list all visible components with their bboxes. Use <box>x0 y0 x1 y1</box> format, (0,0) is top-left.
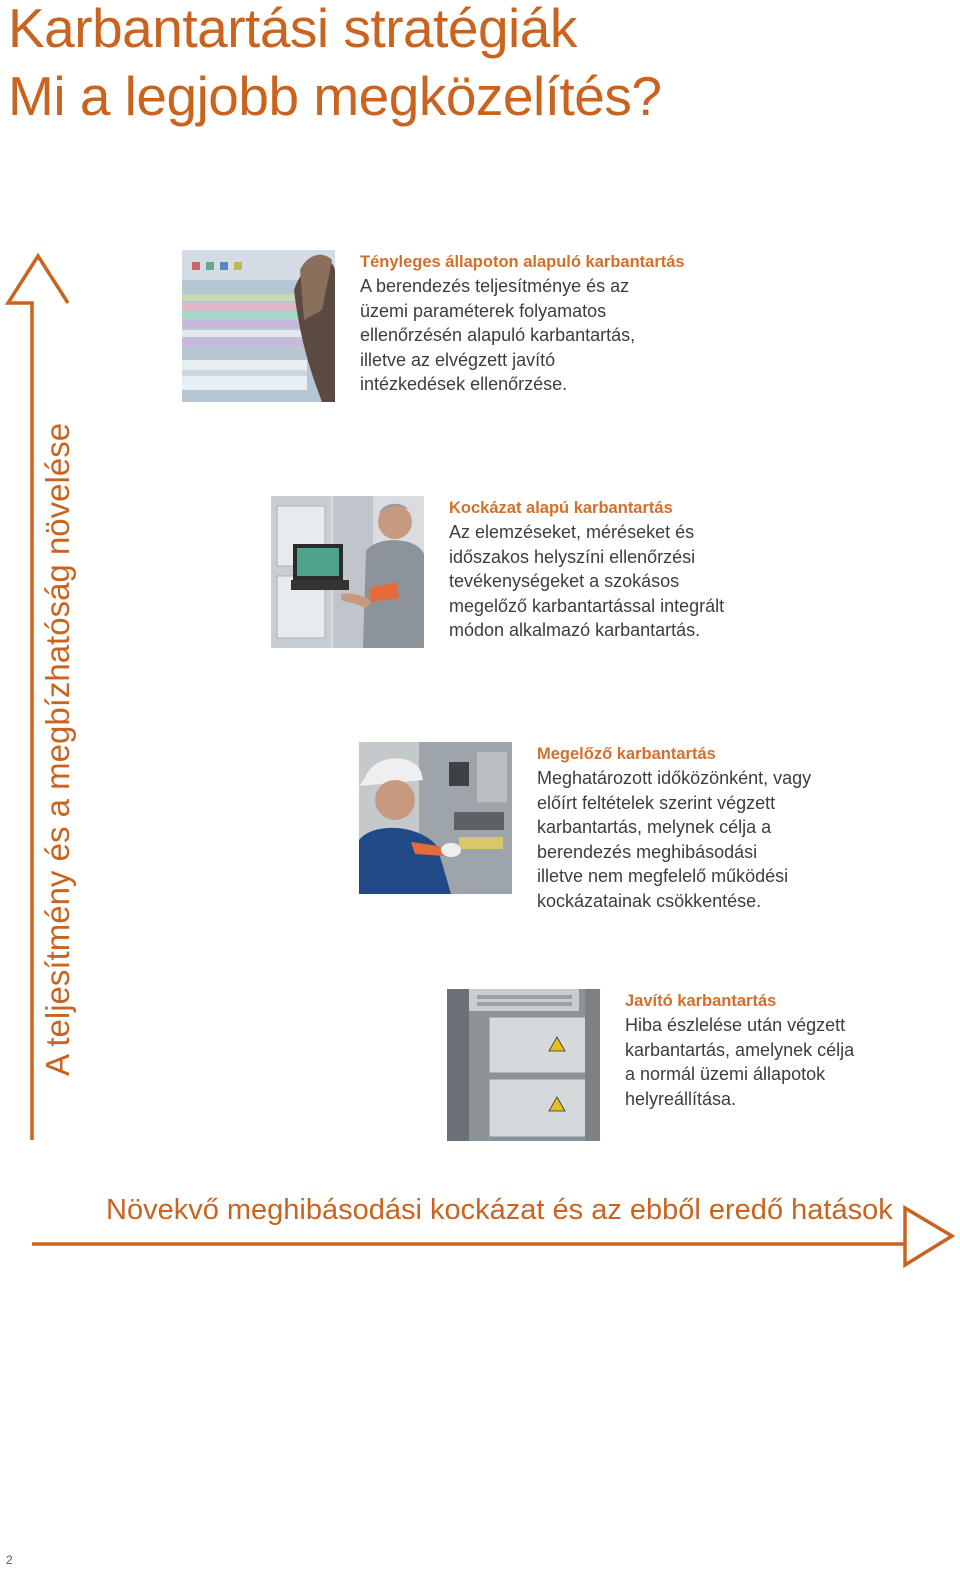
item-heading: Kockázat alapú karbantartás <box>449 499 673 517</box>
technician-hardhat-photo <box>359 742 512 894</box>
description-line: kockázatainak csökkentése. <box>537 890 762 911</box>
description-line: helyreállítása. <box>625 1088 737 1109</box>
item-text <box>625 989 960 1111</box>
description-line: A berendezés teljesítménye és az <box>360 276 630 296</box>
item-heading: Javító karbantartás <box>625 992 777 1010</box>
page-number: 2 <box>6 1553 13 1567</box>
description-line: illetve nem megfelelő működési <box>537 866 789 886</box>
item-description <box>360 274 730 397</box>
description-line: Hiba észlelése után végzett <box>625 1015 846 1035</box>
horizontal-axis-label: Növekvő meghibásodási kockázat és az ebből eredő hatások <box>106 1194 893 1226</box>
item-description <box>625 1013 960 1111</box>
item-description <box>449 520 819 643</box>
description-line: a normál üzemi állapotok <box>625 1064 826 1084</box>
item-description <box>537 766 907 913</box>
description-line: időszakos helyszíni ellenőrzési <box>449 546 696 567</box>
description-line: ellenőrzésén alapuló karbantartás, <box>360 325 636 345</box>
vertical-axis-label: A teljesítmény és a megbízhatóság növelése <box>39 422 76 1076</box>
description-line: előírt feltételek szerint végzett <box>537 792 776 813</box>
description-line: illetve az elvégzett javító <box>360 349 556 370</box>
description-line: tevékenységeket a szokásos <box>449 571 680 591</box>
description-line: módon alkalmazó karbantartás. <box>449 620 701 640</box>
description-line: üzemi paraméterek folyamatos <box>360 300 607 321</box>
title-line-1: Karbantartási stratégiák <box>8 0 577 59</box>
item-text <box>360 250 730 397</box>
switchgear-cabinet-photo <box>447 989 600 1141</box>
technician-laptop-photo <box>271 496 424 648</box>
item-text <box>537 742 907 913</box>
description-line: megelőző karbantartással integrált <box>449 595 725 616</box>
description-line: karbantartás, melynek célja a <box>537 817 772 837</box>
item-heading: Megelőző karbantartás <box>537 745 716 763</box>
monitoring-software-photo <box>182 250 335 402</box>
item-heading: Tényleges állapoton alapuló karbantartás <box>360 253 685 271</box>
description-line: Az elemzéseket, méréseket és <box>449 522 695 542</box>
item-text <box>449 496 819 643</box>
description-line: berendezés meghibásodási <box>537 841 758 862</box>
description-line: karbantartás, amelynek célja <box>625 1039 855 1060</box>
description-line: intézkedések ellenőrzése. <box>360 374 568 394</box>
description-line: Meghatározott időközönként, vagy <box>537 768 812 788</box>
title-line-2: Mi a legjobb megközelítés? <box>8 65 662 127</box>
